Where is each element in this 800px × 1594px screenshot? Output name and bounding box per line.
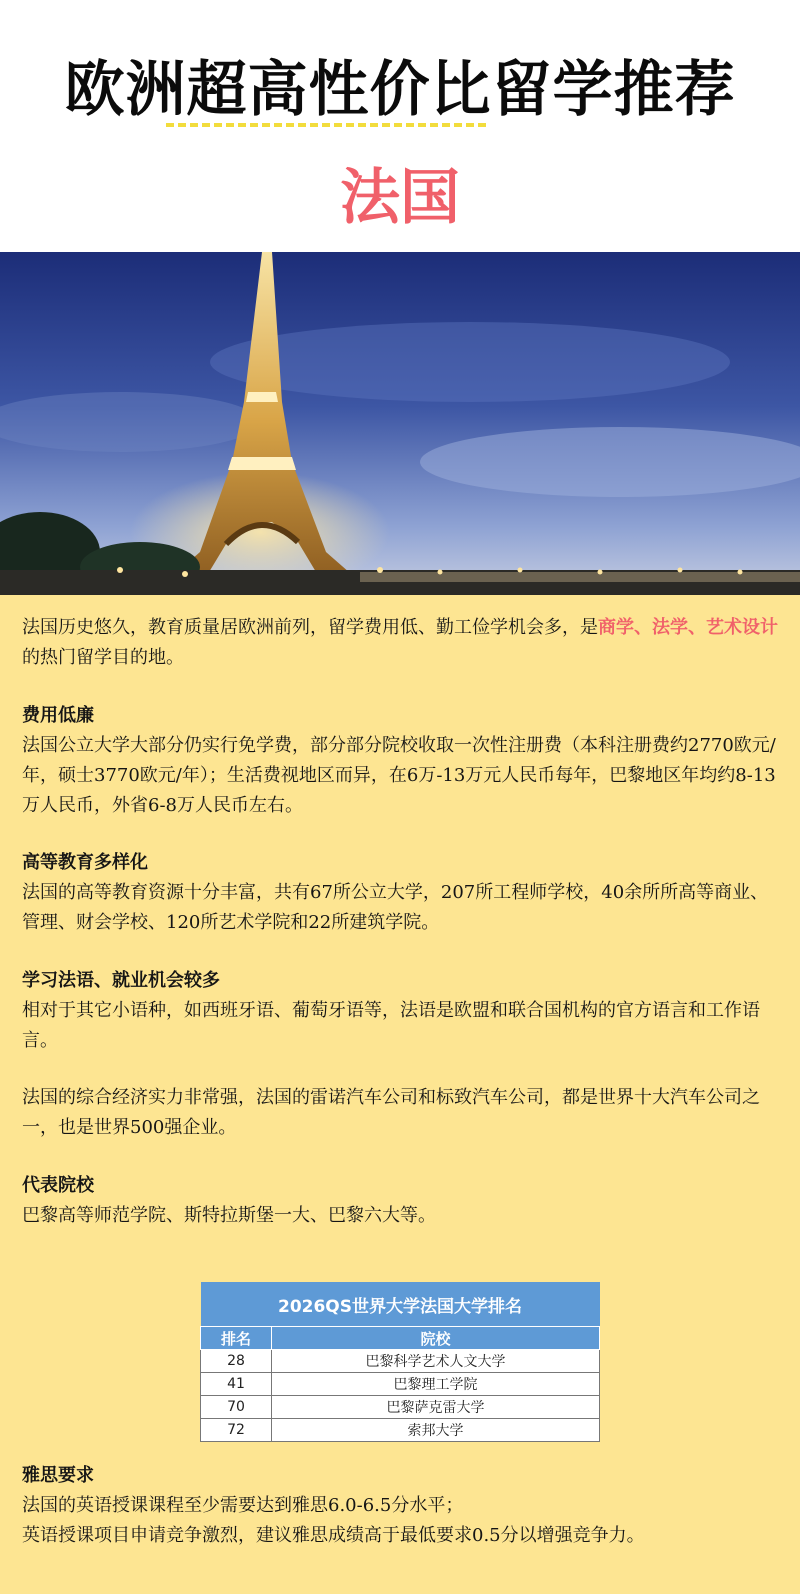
table-row xyxy=(201,1396,600,1419)
page-title: 欧洲超高性价比留学推荐 xyxy=(64,55,736,125)
country-subtitle: 法国 xyxy=(340,163,460,233)
language-section xyxy=(22,966,782,1056)
table-row xyxy=(201,1419,600,1442)
language-heading: 学习法语、就业机会较多 xyxy=(22,970,220,991)
economy-body: 法国的综合经济实力非常强，法国的雷诺汽车公司和标致汽车公司，都是世界十大汽车公司之一，也是世界500强企业。 xyxy=(22,1087,760,1138)
schools-body: 巴黎高等师范学院、斯特拉斯堡一大、巴黎六大等。 xyxy=(22,1205,436,1226)
rank-cell: 70 xyxy=(201,1396,272,1419)
rank-cell: 41 xyxy=(201,1373,272,1396)
ielts-heading: 雅思要求 xyxy=(22,1465,94,1486)
table-row xyxy=(201,1350,600,1373)
cost-section xyxy=(22,701,782,821)
diversity-heading: 高等教育多样化 xyxy=(22,852,148,873)
eiffel-tower-illustration xyxy=(0,252,800,595)
ranking-table xyxy=(200,1282,600,1442)
language-body: 相对于其它小语种，如西班牙语、葡萄牙语等，法语是欧盟和联合国机构的官方语言和工作语言。 xyxy=(22,1000,760,1051)
ielts-section xyxy=(22,1461,782,1551)
rank-cell: 28 xyxy=(201,1350,272,1373)
diversity-body: 法国的高等教育资源十分丰富，共有67所公立大学，207所工程师学校，40余所所高等商业、管理、财会学校、120所艺术学院和22所建筑学院。 xyxy=(22,882,769,933)
cost-body: 法国公立大学大部分仍实行免学费，部分部分院校收取一次性注册费（本科注册费约2770欧元/年，硕士3770欧元/年）；生活费视地区而异，在6万-13万元人民币每年，巴黎地区年均约8-13万人民币，外省6-8万人民币左右。 xyxy=(22,735,776,816)
economy-section xyxy=(22,1083,782,1143)
school-cell: 巴黎理工学院 xyxy=(272,1373,600,1396)
intro-text: 法国历史悠久，教育质量居欧洲前列，留学费用低、勤工俭学机会多，是 xyxy=(22,617,598,638)
ranking-table-title: 2026QS世界大学法国大学排名 xyxy=(201,1282,600,1327)
column-header-rank: 排名 xyxy=(201,1327,272,1350)
diversity-section xyxy=(22,848,782,938)
content-panel xyxy=(0,595,800,1594)
school-cell: 巴黎萨克雷大学 xyxy=(272,1396,600,1419)
schools-heading: 代表院校 xyxy=(22,1175,94,1196)
intro-highlight: 商学、法学、艺术设计 xyxy=(598,617,778,638)
intro-text-end: 的热门留学目的地。 xyxy=(22,647,184,668)
intro-paragraph xyxy=(22,613,782,673)
rank-cell: 72 xyxy=(201,1419,272,1442)
school-cell: 索邦大学 xyxy=(272,1419,600,1442)
title-underline-decoration xyxy=(166,123,486,127)
table-row xyxy=(201,1373,600,1396)
schools-section xyxy=(22,1171,782,1231)
ielts-line-2: 英语授课项目申请竞争激烈，建议雅思成绩高于最低要求0.5分以增强竞争力。 xyxy=(22,1525,645,1546)
column-header-school: 院校 xyxy=(272,1327,600,1350)
eiffel-tower-photo xyxy=(0,252,800,595)
ranking-table-header xyxy=(201,1327,600,1350)
cost-heading: 费用低廉 xyxy=(22,705,94,726)
header xyxy=(0,0,800,252)
ielts-line-1: 法国的英语授课课程至少需要达到雅思6.0-6.5分水平； xyxy=(22,1495,464,1516)
school-cell: 巴黎科学艺术人文大学 xyxy=(272,1350,600,1373)
